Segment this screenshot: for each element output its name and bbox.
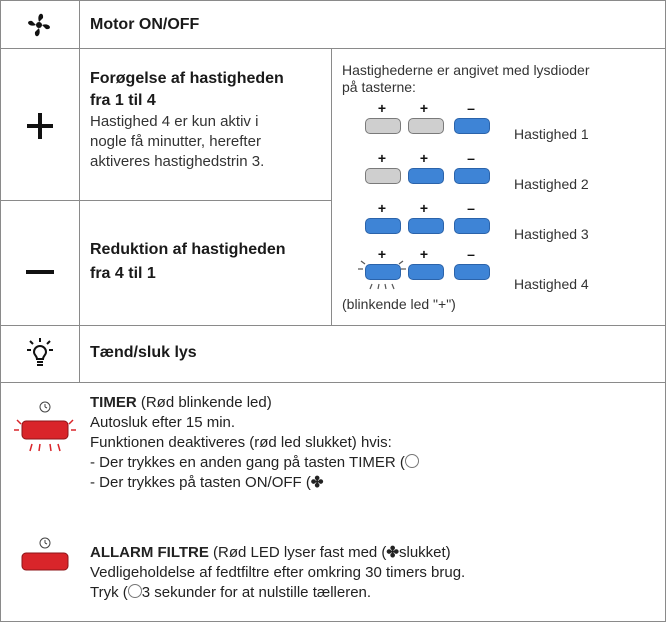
speed-intro-2: på tasterne: (342, 79, 416, 95)
filter-title: ALLARM FILTRE (90, 544, 209, 561)
plus-sign: + (419, 100, 429, 116)
filter-line-2b: 3 sekunder for at nulstille tælleren. (141, 584, 372, 601)
led-off (408, 118, 444, 134)
timer-small-icon (405, 454, 419, 468)
minus-sign: – (467, 200, 475, 216)
filter-line-1: Vedligeholdelse af fedtfiltre efter omkring 30 timers brug. (90, 564, 466, 581)
timer-text (90, 393, 660, 493)
row-divider (1, 200, 331, 201)
led-on (365, 218, 401, 234)
speed-level-2 (342, 150, 662, 190)
plus-icon (26, 112, 54, 140)
increase-desc-3: aktiveres hastighedstrin 3. (90, 153, 265, 170)
light-label: Tænd/sluk lys (90, 344, 197, 361)
column-divider (79, 0, 80, 383)
table-border-bottom (1, 621, 666, 622)
increase-title-2: fra 1 til 4 (90, 92, 156, 109)
timer-line-4: - Der trykkes på tasten ON/OFF ( (90, 474, 311, 491)
timer-title-rest: (Rød blinkende led) (136, 394, 272, 411)
speed-level-label: Hastighed 2 (514, 176, 589, 192)
plus-sign: + (419, 246, 429, 262)
fan-small-icon: ✤ (310, 474, 324, 491)
decrease-title-1: Reduktion af hastigheden (90, 241, 286, 258)
minus-sign: – (467, 246, 475, 262)
led-on (454, 264, 490, 280)
led-on (454, 118, 490, 134)
minus-icon (26, 262, 54, 268)
speed-level-3 (342, 200, 662, 240)
plus-sign: + (419, 150, 429, 166)
row-divider (1, 48, 666, 49)
led-on (408, 218, 444, 234)
minus-sign: – (467, 100, 475, 116)
led-off (365, 168, 401, 184)
filter-title-rest: (Rød LED lyser fast med ( (208, 544, 387, 561)
speed-level-label: Hastighed 4 (514, 276, 589, 292)
timer-small-icon (128, 584, 142, 598)
increase-desc-1: Hastighed 4 er kun aktiv i (90, 113, 259, 130)
plus-sign: + (377, 100, 387, 116)
table-border-top (1, 0, 666, 1)
speed-level-1 (342, 100, 662, 140)
timer-line-2: Funktionen deaktiveres (rød led slukket) hvis: (90, 434, 392, 451)
plus-sign: + (419, 200, 429, 216)
blink-rays-icon (352, 254, 412, 290)
row-divider (1, 382, 666, 383)
table-border-left (0, 0, 1, 622)
increase-text (90, 68, 326, 172)
fan-icon (22, 10, 56, 40)
decrease-text (90, 238, 286, 286)
led-on (454, 218, 490, 234)
timer-title: TIMER (90, 394, 137, 411)
led-on (454, 168, 490, 184)
led-on (408, 168, 444, 184)
speed-legend (342, 62, 662, 324)
row-divider (1, 325, 666, 326)
timer-led-icon (12, 400, 78, 454)
led-off (365, 118, 401, 134)
light-bulb-icon (24, 336, 56, 370)
table-border-right (665, 0, 666, 622)
plus-sign: + (377, 150, 387, 166)
increase-title-1: Forøgelse af hastigheden (90, 70, 284, 87)
increase-desc-2: nogle få minutter, herefter (90, 133, 261, 150)
minus-sign: – (467, 150, 475, 166)
filter-title-end: slukket) (399, 544, 451, 561)
plus-sign: + (377, 246, 387, 262)
speed-level-4 (342, 246, 662, 292)
blink-note: (blinkende led "+") (342, 296, 456, 312)
timer-line-1: Autosluk efter 15 min. (90, 414, 236, 431)
column-divider (331, 48, 332, 326)
decrease-title-2: fra 4 til 1 (90, 265, 156, 282)
speed-intro-1: Hastighederne er angivet med lysdioder (342, 62, 590, 78)
speed-level-label: Hastighed 3 (514, 226, 589, 242)
plus-sign: + (377, 200, 387, 216)
filter-alarm-led-icon (12, 536, 78, 572)
speed-level-label: Hastighed 1 (514, 126, 589, 142)
filter-line-2a: Tryk ( (90, 584, 128, 601)
filter-text (90, 543, 660, 603)
fan-small-icon: ✤ (386, 544, 399, 561)
motor-label: Motor ON/OFF (90, 16, 200, 33)
timer-line-3: - Der trykkes en anden gang på tasten TIMER ( (90, 454, 405, 471)
led-on (408, 264, 444, 280)
